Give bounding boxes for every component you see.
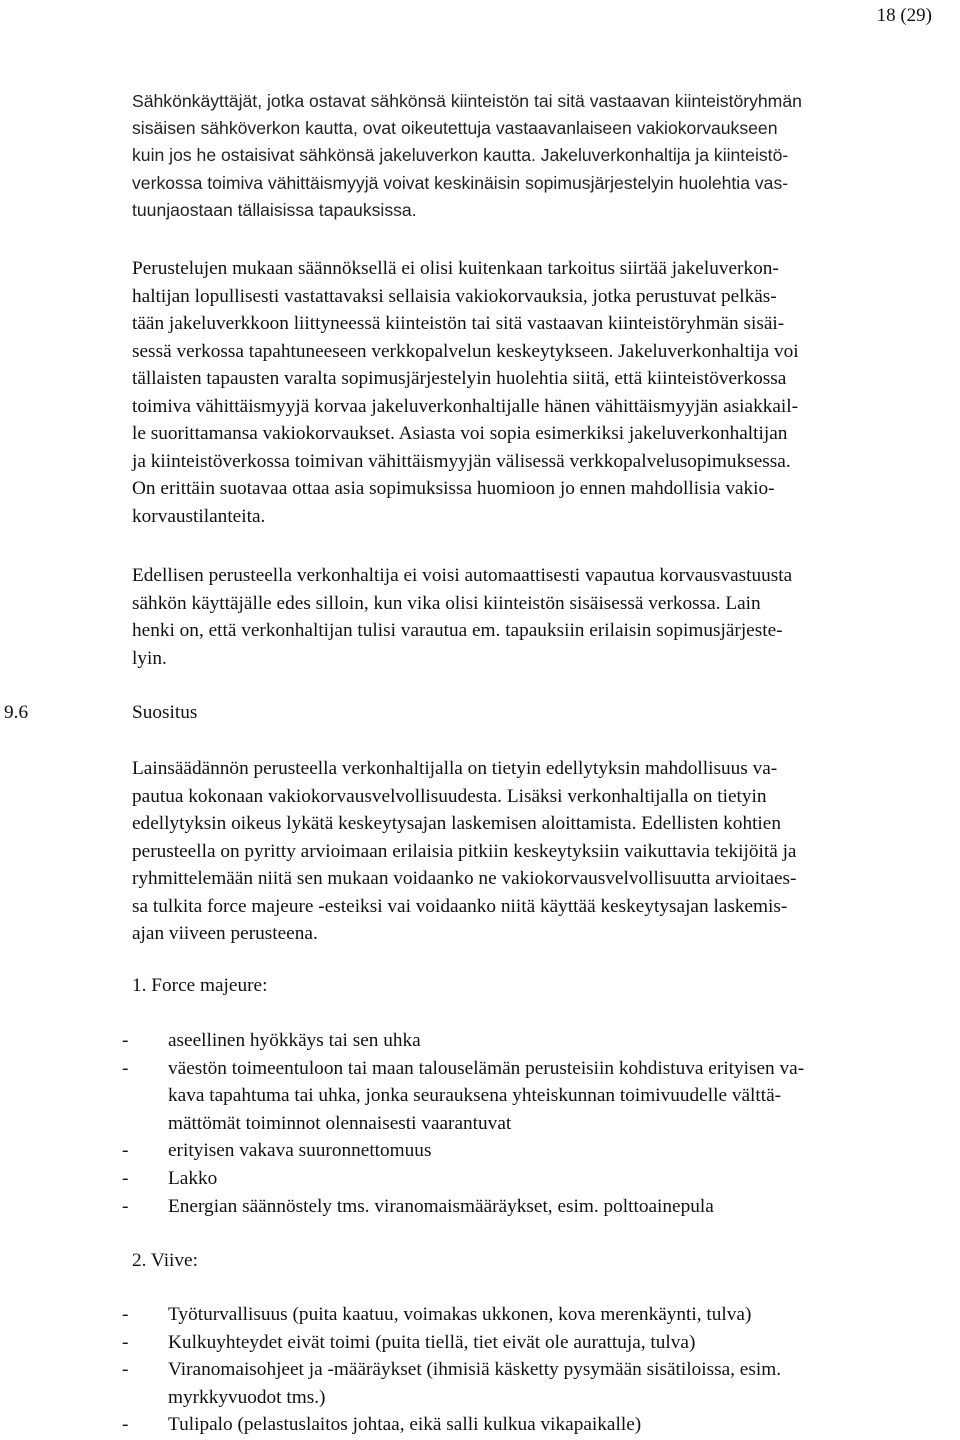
viive-heading: 2. Viive: (132, 1250, 198, 1271)
viive-list (122, 1301, 954, 1439)
dash-bullet: - (122, 1304, 129, 1325)
list-item (122, 1411, 954, 1439)
list-item-text: Lakko (168, 1167, 218, 1189)
section-title: Suositus (132, 702, 198, 723)
paragraph-recommendation (132, 755, 954, 948)
paragraph-text: Perustelujen mukaan säännöksellä ei olisi kuitenkaan tarkoitus siirtää jakeluverkon- haltijan lopullisesti vastattavaksi sellaisia vakiokorvauksia, jotka perustuvat pelkäs- tään jakeluverkkoon liittyneessä kiinteistön tai sitä vastaavan kiinteistöryhmän sisäi- sessä verkossa tapahtuneeseen verkkopalvelun keskeytykseen. Jakeluverkonhaltija voi tällaisten tapausten varalta sopimusjärjestelyin huolehtia siitä, että kiinteistöverkossa toimiva vähittäismyyjä korvaa jakeluverkonhaltijalle hänen vähittäismyyjän asiakkail- le suorittamansa vakiokorvaukset. Asiasta voi sopia esimerkiksi jakeluverkonhaltijan ja kiinteistöverkossa toimivan vähittäismyyjän välisessä verkkopalvelusopimuksessa. On erittäin suotavaa ottaa asia sopimuksissa huomioon jo ennen mahdollisia vakio- korvaustilanteita. (132, 258, 799, 527)
list-item-text: Energian säännöstely tms. viranomaismääräykset, esim. polttoainepula (168, 1195, 714, 1217)
paragraph-text: Edellisen perusteella verkonhaltija ei voisi automaattisesti vapautua korvausvastuusta sähkön käyttäjälle edes silloin, kun vika olisi kiinteistön sisäisessä verkossa. Lain henki on, että verkonhaltijan tulisi varautua em. tapauksiin erilaisin sopimusjärjeste- lyin. (132, 565, 793, 669)
dash-bullet: - (122, 1195, 129, 1217)
dash-bullet: - (122, 1030, 129, 1051)
paragraph-rationale (132, 255, 954, 530)
force-majeure-heading: 1. Force majeure: (132, 975, 268, 996)
list-item-text: Tulipalo (pelastuslaitos johtaa, eikä salli kulkua vikapaikalle) (168, 1414, 642, 1436)
force-majeure-list (122, 1027, 954, 1220)
paragraph-text: Sähkönkäyttäjät, jotka ostavat sähkönsä kiinteistön tai sitä vastaavan kiinteistöryhmän sisäisen sähköverkon kautta, ovat oikeutettuja vastaavanlaiseen vakiokorvaukseen kuin jos he ostaisivat sähkönsä jakeluverkon kautta. Jakeluverkonhaltija ja kiinteistö- verkossa toimiva vähittäismyyjä voivat keskinäisin sopimusjärjestelyin huolehtia vas- tuunjaostaan tällaisissa tapauksissa. (132, 91, 802, 220)
dash-bullet: - (122, 1331, 129, 1353)
dash-bullet: - (122, 1167, 129, 1189)
dash-bullet: - (122, 1414, 129, 1436)
list-item (122, 1301, 954, 1329)
section-number: 9.6 (4, 702, 29, 723)
list-item (122, 1137, 954, 1165)
list-item (122, 1193, 954, 1221)
list-item-text: Viranomaisohjeet ja -määräykset (ihmisiä käsketty pysymään sisätiloissa, esim. myrkkyvuodot tms.) (168, 1359, 782, 1408)
page-number: 18 (29) (876, 5, 932, 26)
list-item-text: väestön toimeentuloon tai maan talouselämän perusteisiin kohdistuva erityisen va- kava tapahtuma tai uhka, jonka seurauksena yhteiskunnan toimivuudelle välttä- mättömät toiminnot olennaisesti vaarantuvat (168, 1057, 805, 1134)
list-item-text: erityisen vakava suuronnettomuus (168, 1140, 432, 1162)
list-item-text: Työturvallisuus (puita kaatuu, voimakas ukkonen, kova merenkäynti, tulva) (168, 1304, 752, 1325)
list-item-text: aseellinen hyökkäys tai sen uhka (168, 1030, 421, 1051)
paragraph-conclusion (132, 562, 954, 672)
list-item (122, 1165, 954, 1193)
list-item-text: Kulkuyhteydet eivät toimi (puita tiellä, tiet eivät ole aurattuja, tulva) (168, 1331, 696, 1353)
list-item (122, 1356, 954, 1411)
dash-bullet: - (122, 1140, 129, 1162)
list-item (122, 1055, 954, 1138)
list-item (122, 1329, 954, 1357)
paragraph-text: Lainsäädännön perusteella verkonhaltijalla on tietyin edellytyksin mahdollisuus va- pautua kokonaan vakiokorvausvelvollisuudesta. Lisäksi verkonhaltijalla on tietyin edellytyksin oikeus lykätä keskeytysajan laskemisen aloittamista. Edellisten kohtien perusteella on pyritty arvioimaan erilaisia pitkiin keskeytyksiin vaikuttavia tekijöitä ja ryhmittelemään niitä sen mukaan voidaanko ne vakiokorvausvelvollisuutta arvioitaes- sa tulkita force majeure -esteiksi vai voidaanko niitä käyttää keskeytysajan laskemis- ajan viiveen perusteena. (132, 758, 797, 944)
paragraph-consumers-internal-network (132, 88, 954, 224)
dash-bullet: - (122, 1057, 129, 1079)
list-item (122, 1027, 954, 1055)
dash-bullet: - (122, 1359, 129, 1381)
